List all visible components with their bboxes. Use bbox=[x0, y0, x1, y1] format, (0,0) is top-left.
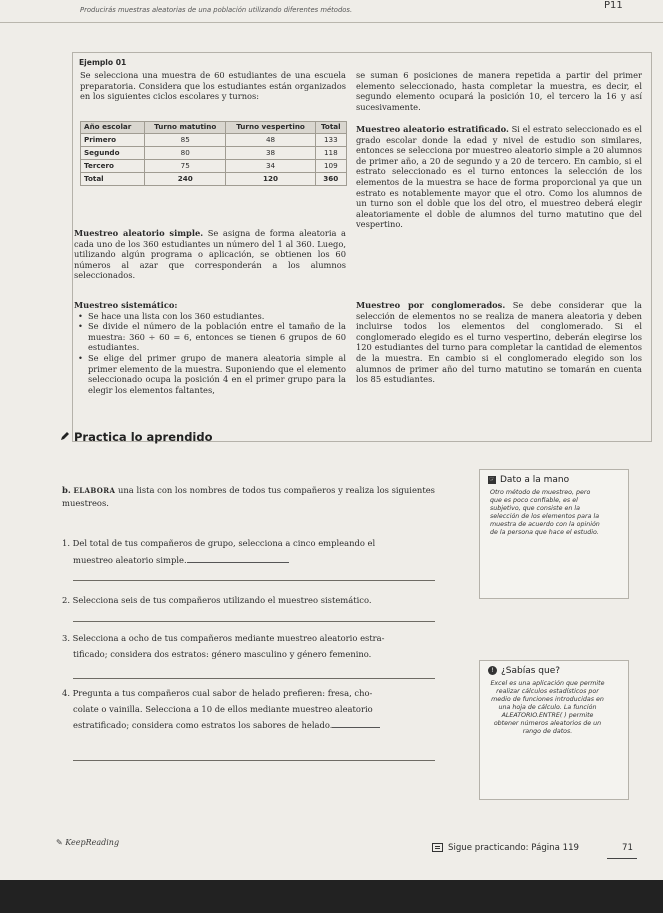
question-text: Pregunta a tus compañeros cual sabor de helado prefieren: fresa, cho- bbox=[72, 688, 373, 698]
cluster-sampling-paragraph bbox=[356, 300, 642, 385]
list-icon bbox=[432, 843, 443, 852]
scan-bottom-edge bbox=[0, 880, 663, 913]
table-header-cell: Turno vespertino bbox=[226, 122, 315, 134]
table-row bbox=[81, 133, 347, 146]
question-text: estratificado; considera como estratos los sabores de helado. bbox=[73, 720, 333, 730]
next-practice-text: Sigue practicando: Página 119 bbox=[448, 843, 580, 853]
question-text: colate o vainilla. Selecciona a 10 de ellos mediante muestreo aleatorio bbox=[73, 704, 373, 714]
table-cell: 34 bbox=[226, 159, 315, 172]
table-row bbox=[81, 146, 347, 159]
table-cell: 109 bbox=[315, 159, 346, 172]
table-cell: Segundo bbox=[81, 146, 145, 159]
question-number: 3. bbox=[62, 633, 70, 643]
simple-sampling-title: Muestreo aleatorio simple. bbox=[74, 228, 204, 238]
question-number: 4. bbox=[62, 688, 70, 698]
table-cell: 48 bbox=[226, 133, 315, 146]
question-number: 2. bbox=[62, 595, 70, 605]
table-cell: 80 bbox=[145, 146, 226, 159]
table-cell: 85 bbox=[145, 133, 226, 146]
hand-icon: ☞ bbox=[489, 475, 495, 483]
practice-intro-label: ELABORA bbox=[73, 486, 116, 495]
table-header-row bbox=[81, 122, 347, 134]
practice-intro-text: una lista con los nombres de todos tus compañeros y realiza los siguientes muestreos. bbox=[62, 485, 435, 508]
answer-line[interactable] bbox=[73, 621, 435, 622]
dato-header bbox=[480, 470, 628, 487]
practice-intro-letter: b. bbox=[62, 485, 71, 495]
question-4 bbox=[62, 687, 442, 732]
table-cell: 133 bbox=[315, 133, 346, 146]
table-cell: Primero bbox=[81, 133, 145, 146]
page-code: P11 bbox=[604, 0, 623, 11]
question-text: Selecciona seis de tus compañeros utilizando el muestreo sistemático. bbox=[72, 595, 372, 605]
question-3 bbox=[62, 632, 442, 661]
sabias-title: ¿Sabías que? bbox=[501, 666, 561, 676]
stratified-sampling-paragraph bbox=[356, 124, 642, 230]
practice-intro bbox=[62, 484, 440, 510]
sabias-box bbox=[479, 660, 629, 800]
page-number-underline bbox=[607, 858, 637, 859]
example-intro: Se selecciona una muestra de 60 estudiantes de una escuela preparatoria. Considera que los estudiantes están organizados en los siguientes ciclos escolares y turnos: bbox=[80, 70, 346, 102]
question-text: muestreo aleatorio simple. bbox=[73, 555, 187, 565]
question-text: Selecciona a ocho de tus compañeros mediante muestreo aleatorio estra- bbox=[72, 633, 385, 643]
pencil-icon bbox=[60, 431, 70, 441]
practice-title-row bbox=[60, 430, 213, 444]
simple-sampling-paragraph bbox=[74, 228, 346, 281]
book-icon: ✎ bbox=[56, 838, 63, 847]
list-item: • Se hace una lista con los 360 estudiantes. bbox=[74, 311, 346, 322]
systematic-bullets bbox=[74, 311, 346, 396]
list-item: • Se elige del primer grupo de manera aleatoria simple al primer elemento de la muestra. Suponiendo que el elemento seleccionado ocupa la posición 4 en el primer grupo para la elegir los elementos faltantes, bbox=[74, 353, 346, 395]
answer-blank[interactable] bbox=[332, 727, 380, 728]
stratified-sampling-title: Muestreo aleatorio estratificado. bbox=[356, 124, 509, 134]
answer-line[interactable] bbox=[73, 760, 435, 761]
table-cell: 240 bbox=[145, 172, 226, 185]
next-practice-link[interactable] bbox=[432, 843, 579, 853]
table-cell: Total bbox=[81, 172, 145, 185]
question-1 bbox=[62, 537, 442, 567]
students-table bbox=[80, 121, 347, 186]
table-cell: 118 bbox=[315, 146, 346, 159]
cluster-sampling-title: Muestreo por conglomerados. bbox=[356, 300, 506, 310]
simple-sampling-text: Se asigna de forma aleatoria a cada uno de los 360 estudiantes un número del 1 al 360. Luego, utilizando algún programa o aplicación, se obtienen los 60 números al azar que corresponderán a los alumnos seleccionados. bbox=[74, 228, 346, 281]
table-cell: 38 bbox=[226, 146, 315, 159]
table-cell: 120 bbox=[226, 172, 315, 185]
dato-box bbox=[479, 469, 629, 599]
brand-logo bbox=[56, 838, 119, 847]
cluster-sampling-text: Se debe considerar que la selección de elementos no se realiza de manera aleatoria y deben incluirse todos los elementos del conglomerado. Si el conglomerado elegido es el turno vespertino, deberán elegirse los 120 estudiantes del turno para completar la cantidad de elementos de la muestra. En cambio si el conglomerado elegido son los alumnos de primer año del turno matutino se tomarán en cuenta los 85 estudiantes. bbox=[356, 300, 642, 385]
sabias-header bbox=[480, 661, 628, 678]
table-cell: 360 bbox=[315, 172, 346, 185]
header-divider bbox=[0, 22, 663, 23]
answer-line[interactable] bbox=[73, 580, 435, 581]
table-header-cell: Total bbox=[315, 122, 346, 134]
sabias-text: Excel es una aplicación que permite realizar cálculos estadísticos por medio de funciones introducidas en una hoja de cálculo. La función ALEATORIO.ENTRE( ) permite obtener números aleatorios de un rango de datos. bbox=[490, 680, 605, 735]
question-2 bbox=[62, 594, 442, 607]
table-header-cell: Turno matutino bbox=[145, 122, 226, 134]
table-cell: Tercero bbox=[81, 159, 145, 172]
table-cell: 75 bbox=[145, 159, 226, 172]
dato-title: Dato a la mano bbox=[500, 475, 570, 485]
bulb-icon: ! bbox=[488, 666, 497, 675]
practice-title: Practica lo aprendido bbox=[74, 430, 213, 444]
table-total-row bbox=[81, 172, 347, 185]
answer-blank[interactable] bbox=[187, 562, 289, 563]
example-title: Ejemplo 01 bbox=[79, 58, 127, 67]
question-number: 1. bbox=[62, 538, 70, 548]
table-row bbox=[81, 159, 347, 172]
dato-text: Otro método de muestreo, pero que es poco confiable, es el subjetivo, que consiste en la selección de los elementos para la muestra de acuerdo con la opinión de la persona que hace el estudio. bbox=[490, 489, 600, 536]
systematic-sampling-section bbox=[74, 300, 346, 395]
header-subtitle: Producirás muestras aleatorias de una población utilizando diferentes métodos. bbox=[80, 6, 353, 14]
systematic-sampling-title: Muestreo sistemático: bbox=[74, 300, 178, 310]
list-item: • Se divide el número de la población entre el tamaño de la muestra: 360 ÷ 60 = 6, entonces se tienen 6 grupos de 60 estudiantes. bbox=[74, 321, 346, 353]
page-number: 71 bbox=[622, 843, 633, 853]
systematic-continuation: se suman 6 posiciones de manera repetida a partir del primer elemento seleccionado, hasta completar la muestra, es decir, el segundo elemento ocupará la posición 10, el tercero la 16 y así sucesivamente. bbox=[356, 70, 642, 112]
stratified-sampling-text: Si el estrato seleccionado es el grado escolar donde la edad y nivel de estudio son similares, entonces se selecciona por muestreo aleatorio simple a 20 alumnos de primer año, a 20 de segundo y a 20 de tercero. En cambio, si el estrato seleccionado es el turno entonces la selección de los elementos de la muestra se hace de forma proporcional ya que un estrato es notablemente mayor que el otro. Como los alumnos de un turno son el doble que los del otro, el muestreo deberá elegir aleatoriamente el doble de alumnos del turno matutino que del vespertino. bbox=[356, 124, 642, 230]
brand-name: KeepReading bbox=[65, 838, 120, 847]
table-header-cell: Año escolar bbox=[81, 122, 145, 134]
question-text: tificado; considera dos estratos: género masculino y género femenino. bbox=[73, 649, 372, 659]
answer-line[interactable] bbox=[73, 678, 435, 679]
question-text: Del total de tus compañeros de grupo, selecciona a cinco empleando el bbox=[72, 538, 376, 548]
